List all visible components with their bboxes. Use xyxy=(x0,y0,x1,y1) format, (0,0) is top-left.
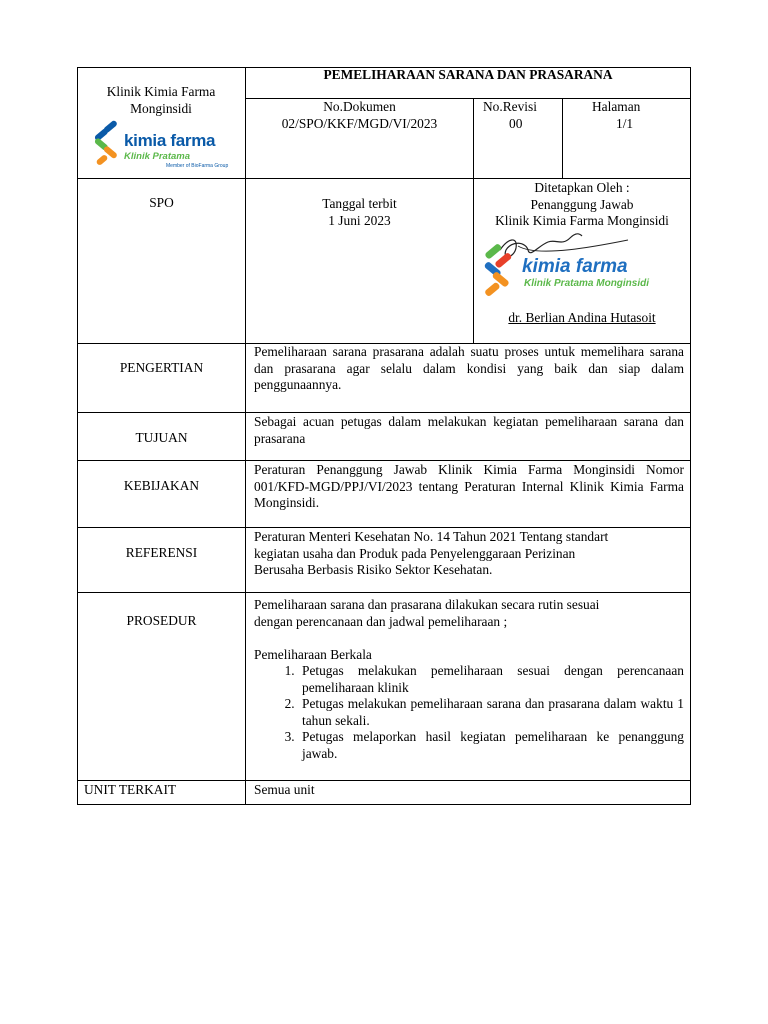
prosedur-intro-line-1: Pemeliharaan sarana dan prasarana dilakukan secara rutin sesuai xyxy=(254,597,600,612)
tanggal-value: 1 Juni 2023 xyxy=(328,212,391,228)
tanggal-terbit xyxy=(246,196,473,229)
referensi-line-1: Peraturan Menteri Kesehatan No. 14 Tahun 2021 Tentang standart xyxy=(254,529,609,544)
stamp-brand-text: kimia farma xyxy=(522,256,628,277)
no-revisi-value: 00 xyxy=(509,115,523,131)
prosedur-intro-line-2: dengan perencanaan dan jadwal pemeliharaan ; xyxy=(254,613,508,629)
prosedur-steps xyxy=(254,663,684,762)
referensi-text xyxy=(254,529,684,579)
prosedur-step-2: 2. Petugas melakukan pemeliharaan sarana dan prasarana dalam waktu 1 tahun sekali. xyxy=(298,696,684,729)
unit-terkait-text: Semua unit xyxy=(254,782,315,797)
penanggung-label: Penanggung Jawab xyxy=(530,196,634,212)
signature-stamp xyxy=(478,228,688,308)
halaman xyxy=(592,99,688,132)
pengertian-label: PENGERTIAN xyxy=(119,360,204,375)
signatory-name: dr. Berlian Andina Hutasoit xyxy=(508,310,656,325)
no-revisi-label: No.Revisi xyxy=(483,99,537,114)
document-title: PEMELIHARAAN SARANA DAN PRASARANA xyxy=(323,67,613,82)
unit-terkait-label: UNIT TERKAIT xyxy=(84,782,177,797)
prosedur-step-1: 1. Petugas melakukan pemeliharaan sesuai dengan perencanaan pemeliharaan klinik xyxy=(298,663,684,696)
no-revisi xyxy=(483,99,561,132)
referensi-line-2: kegiatan usaha dan Produk pada Penyelenggaraan Perizinan xyxy=(254,545,576,561)
logo-member-text: Member of BioFarma Group xyxy=(166,163,229,169)
stamp-sub-text: Klinik Pratama Monginsidi xyxy=(524,278,650,289)
ditetapkan-label: Ditetapkan Oleh : xyxy=(534,180,630,195)
clinic-name: Klinik Kimia Farma Monginsidi xyxy=(106,84,216,116)
kebijakan-label: KEBIJAKAN xyxy=(123,478,200,493)
no-dokumen-value: 02/SPO/KKF/MGD/VI/2023 xyxy=(281,115,438,131)
stamp-logo-icon xyxy=(484,243,513,297)
prosedur-text xyxy=(254,597,684,762)
no-dokumen xyxy=(246,99,473,132)
tanggal-label: Tanggal terbit xyxy=(322,196,397,211)
prosedur-step-3: 3. Petugas melaporkan hasil kegiatan pemeliharaan ke penanggung jawab. xyxy=(298,729,684,762)
kimia-farma-logo xyxy=(86,120,240,172)
logo-sub-text: Klinik Pratama xyxy=(124,151,190,162)
halaman-label: Halaman xyxy=(592,99,641,114)
ditetapkan-block xyxy=(474,180,690,230)
referensi-label: REFERENSI xyxy=(125,545,198,560)
kebijakan-text: Peraturan Penanggung Jawab Klinik Kimia Farma Monginsidi Nomor 001/KFD-MGD/PPJ/VI/2023 tentang Peraturan Internal Klinik Kimia Farma Monginsidi. xyxy=(254,462,684,510)
referensi-line-3: Berusaha Berbasis Risiko Sektor Kesehatan. xyxy=(254,562,493,577)
spo-label: SPO xyxy=(149,195,174,210)
tujuan-label: TUJUAN xyxy=(135,430,188,445)
prosedur-label: PROSEDUR xyxy=(126,613,197,628)
halaman-value: 1/1 xyxy=(616,115,634,131)
prosedur-subheading: Pemeliharaan Berkala xyxy=(254,646,372,662)
tujuan-text: Sebagai acuan petugas dalam melakukan kegiatan pemeliharaan sarana dan prasarana xyxy=(254,414,684,446)
pengertian-text: Pemeliharaan sarana prasarana adalah suatu proses untuk memelihara sarana dan prasarana agar selalu dalam kondisi yang baik dan siap dalam penggunaannya. xyxy=(254,344,684,392)
logo-brand-text: kimia farma xyxy=(124,131,216,150)
klinik-label: Klinik Kimia Farma Monginsidi xyxy=(495,213,669,228)
no-dokumen-label: No.Dokumen xyxy=(323,99,396,114)
